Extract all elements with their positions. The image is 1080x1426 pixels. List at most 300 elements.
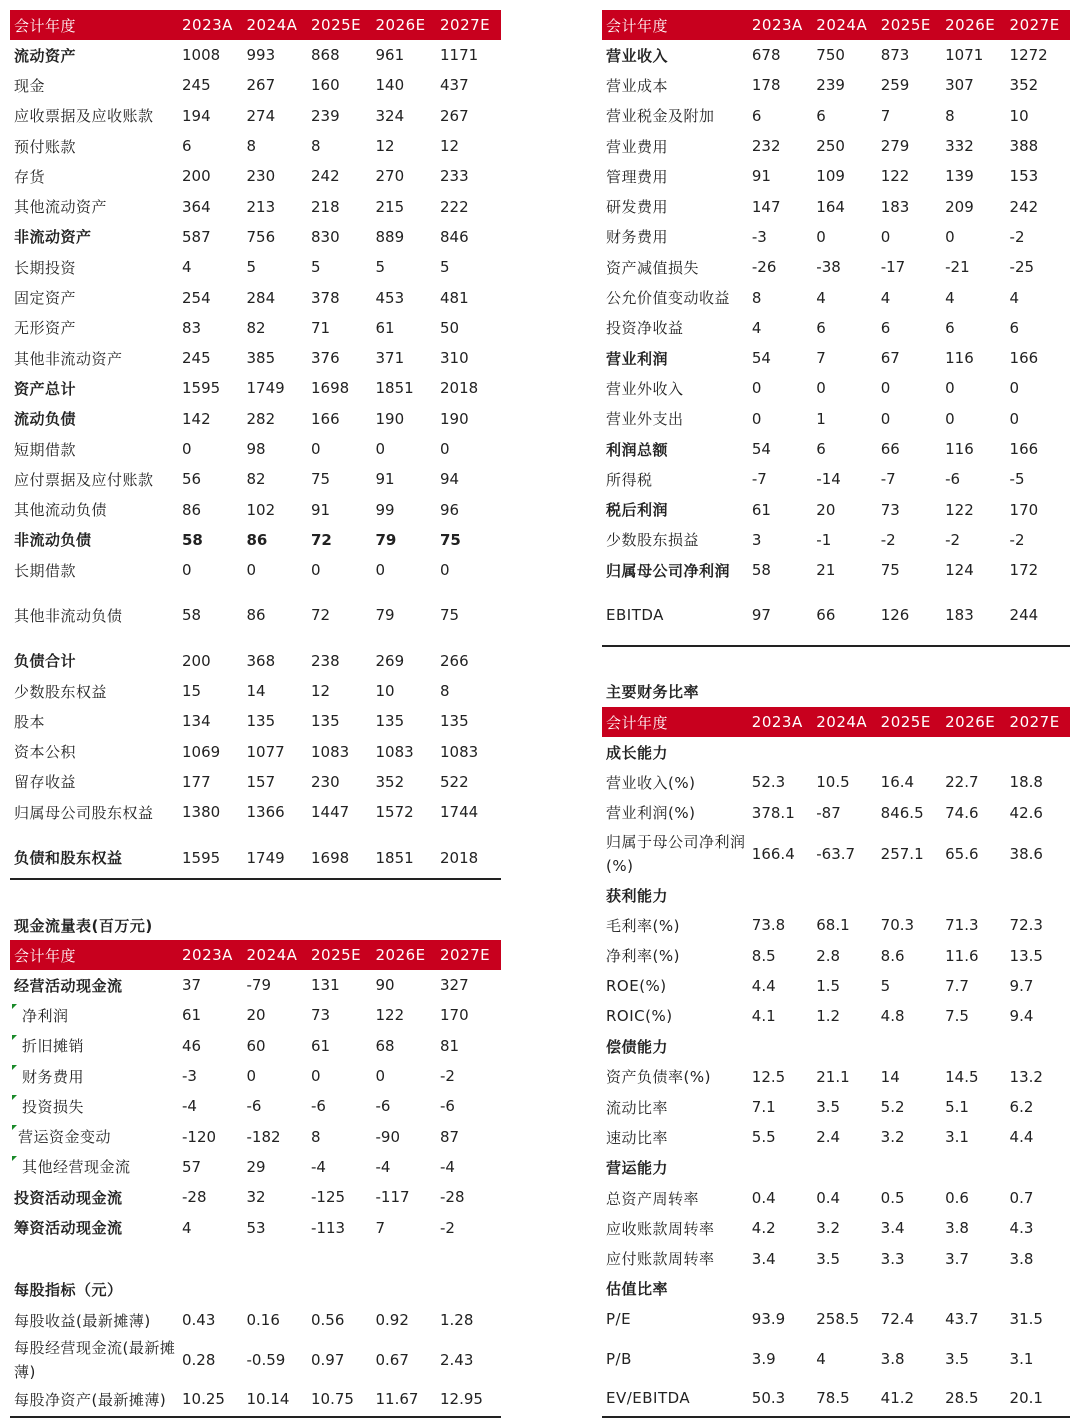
- row-value-cell: 0: [375, 561, 386, 580]
- row-value-cell: 109: [816, 167, 845, 186]
- row-value-cell: 213: [246, 197, 276, 216]
- table-row: [10, 101, 501, 131]
- spacer-cell: [10, 827, 501, 842]
- row-value-cell: 327: [440, 976, 469, 995]
- row-value-cell: -90: [375, 1127, 400, 1146]
- table-row: [602, 222, 1070, 252]
- row-value-cell: -79: [246, 976, 271, 995]
- row-value-cell: 86: [246, 606, 266, 625]
- row-value-cell: 1851: [375, 848, 414, 867]
- row-value-cell: 222: [440, 197, 469, 216]
- table-row: [602, 191, 1070, 221]
- row-value-cell: 242: [311, 167, 340, 186]
- table-row: [602, 464, 1070, 494]
- row-value-cell: 0.6: [945, 1189, 969, 1207]
- table-row: [10, 282, 501, 312]
- row-value-cell: [941, 1031, 1005, 1061]
- row-value-cell: -6: [246, 1097, 262, 1116]
- row-label: 营业费用: [606, 137, 669, 156]
- row-value-cell: -87: [816, 803, 841, 822]
- row-value-cell: 310: [440, 349, 469, 368]
- row-value-cell: -4: [311, 1157, 326, 1176]
- row-value-cell: -25: [1009, 258, 1035, 277]
- row-value-cell: 0.92: [375, 1311, 409, 1330]
- row-value-cell: 9.7: [1009, 976, 1034, 995]
- row-label: 负债合计: [14, 652, 77, 671]
- table-row: [602, 373, 1070, 403]
- row-label: 营业外支出: [606, 410, 684, 429]
- row-spacer: [10, 631, 501, 646]
- row-value-cell: 38.6: [1009, 844, 1043, 863]
- row-value-cell: 5: [246, 258, 257, 277]
- row-value-cell: 86: [246, 530, 268, 549]
- row-value-cell: 37: [182, 976, 202, 995]
- row-value-cell: 81: [440, 1036, 460, 1055]
- table-header-row: [10, 940, 501, 970]
- table-row: [602, 1243, 1070, 1273]
- row-value-cell: 79: [375, 606, 395, 625]
- row-value-cell: 58: [751, 561, 771, 580]
- table-row: [10, 434, 501, 464]
- header-year-cell: 2026E: [372, 10, 437, 40]
- row-value-cell: 71.3: [945, 916, 979, 935]
- row-value-cell: 5: [880, 976, 891, 995]
- row-value-cell: 0: [880, 379, 891, 398]
- row-value-cell: [1006, 1153, 1070, 1183]
- row-label: 资产总计: [14, 379, 77, 398]
- row-value-cell: 2018: [440, 379, 479, 398]
- row-value-cell: 194: [182, 106, 211, 125]
- row-value-cell: [877, 1153, 941, 1183]
- row-label: 归属母公司净利润: [606, 561, 731, 580]
- row-value-cell: 3.5: [816, 1249, 841, 1268]
- row-value-cell: 122: [945, 500, 974, 519]
- row-value-cell: 93.9: [751, 1310, 786, 1329]
- table-row: [10, 676, 501, 706]
- row-label: 少数股东损益: [606, 531, 700, 550]
- row-value-cell: 332: [945, 137, 974, 156]
- row-value-cell: 324: [375, 106, 405, 125]
- table-header-row: [602, 10, 1070, 40]
- row-value-cell: 61: [375, 318, 395, 337]
- header-year-cell: 2026E: [941, 707, 1005, 737]
- row-value-cell: 14: [880, 1067, 900, 1086]
- table-row: [10, 1305, 501, 1335]
- row-value-cell: 1749: [246, 848, 285, 867]
- table-row: [10, 40, 501, 70]
- header-year-cell: 2027E: [1006, 10, 1070, 40]
- row-value-cell: 239: [311, 106, 340, 125]
- row-value-cell: 209: [945, 197, 974, 216]
- row-value-cell: 58: [182, 606, 202, 625]
- table-row: [10, 600, 501, 630]
- row-value-cell: 587: [182, 227, 211, 246]
- table-row: [602, 971, 1070, 1001]
- row-label: 流动负债: [14, 410, 77, 429]
- row-label: 利润总额: [606, 440, 669, 459]
- row-value-cell: [1006, 737, 1070, 767]
- row-value-cell: [1006, 880, 1070, 910]
- row-value-cell: 0: [311, 561, 321, 580]
- row-value-cell: 46: [182, 1036, 202, 1055]
- row-value-cell: 267: [246, 76, 276, 95]
- row-value-cell: 1698: [311, 848, 350, 867]
- table-row: [10, 404, 501, 434]
- row-value-cell: 0: [311, 1067, 321, 1086]
- row-value-cell: 0: [440, 561, 450, 580]
- row-spacer: [602, 585, 1070, 600]
- table-row: [602, 1213, 1070, 1243]
- table-row: [602, 880, 1070, 910]
- row-label: 净利率(%): [606, 947, 680, 966]
- row-value-cell: 7: [375, 1218, 386, 1237]
- row-value-cell: 364: [182, 197, 211, 216]
- row-value-cell: 14.5: [945, 1067, 979, 1086]
- row-label: 应付票据及应付账款: [14, 470, 154, 489]
- row-value-cell: 116: [945, 440, 974, 458]
- ratios-panel: [602, 707, 1070, 1414]
- row-value-cell: 10: [375, 682, 395, 701]
- row-value-cell: 3.3: [880, 1249, 905, 1268]
- row-label: 研发费用: [606, 198, 669, 217]
- row-value-cell: 0: [1009, 379, 1020, 398]
- row-label: 投资净收益: [606, 319, 684, 338]
- row-value-cell: 31.5: [1009, 1310, 1043, 1329]
- table-header-row: [602, 707, 1070, 737]
- row-label: 少数股东权益: [14, 682, 108, 701]
- row-value-cell: 60: [246, 1036, 266, 1055]
- row-value-cell: 258.5: [816, 1310, 860, 1329]
- row-value-cell: 0: [246, 561, 257, 580]
- row-value-cell: 0: [375, 440, 386, 458]
- row-label: 存货: [14, 167, 46, 186]
- row-value-cell: 8: [751, 288, 762, 307]
- row-value-cell: 68.1: [816, 916, 850, 935]
- row-value-cell: 0: [751, 409, 762, 428]
- row-value-cell: 242: [1009, 197, 1039, 216]
- row-value-cell: 94: [440, 470, 460, 489]
- row-value-cell: [812, 1031, 876, 1061]
- row-value-cell: 75: [440, 606, 460, 625]
- row-value-cell: [748, 1153, 812, 1183]
- row-value-cell: -17: [880, 258, 906, 277]
- table-row: [10, 373, 501, 403]
- row-value-cell: 0: [182, 440, 192, 458]
- row-label: 偿债能力: [606, 1038, 669, 1057]
- ratios-title: 主要财务比率: [606, 683, 700, 701]
- table-row: [10, 222, 501, 252]
- row-value-cell: 1069: [182, 742, 221, 761]
- row-value-cell: -4: [440, 1157, 455, 1176]
- row-value-cell: 750: [816, 46, 845, 65]
- row-label: 营业利润: [606, 349, 669, 368]
- row-value-cell: 6: [751, 106, 762, 125]
- header-year-cell: 2023A: [178, 940, 243, 970]
- row-value-cell: 5: [311, 258, 321, 277]
- row-value-cell: 75: [311, 470, 331, 489]
- row-value-cell: 21: [816, 561, 836, 580]
- row-value-cell: 5.2: [880, 1098, 905, 1117]
- table-row: [602, 313, 1070, 343]
- row-label: 每股收益(最新摊薄): [14, 1311, 151, 1330]
- row-value-cell: -182: [246, 1127, 281, 1146]
- row-label: 营运资金变动: [10, 1121, 178, 1151]
- row-value-cell: 6: [182, 137, 192, 156]
- row-value-cell: 0: [945, 227, 955, 246]
- header-year-cell: 2026E: [372, 940, 437, 970]
- row-value-cell: 1572: [375, 803, 414, 822]
- row-value-cell: 1851: [375, 379, 414, 398]
- row-value-cell: 215: [375, 197, 405, 216]
- row-value-cell: 0: [440, 440, 450, 458]
- row-value-cell: 13.2: [1009, 1067, 1043, 1086]
- row-value-cell: [877, 1274, 941, 1304]
- income-bottom-rule: [602, 645, 1070, 647]
- row-value-cell: 65.6: [945, 844, 979, 863]
- row-value-cell: 368: [246, 651, 276, 670]
- row-value-cell: 135: [375, 712, 405, 731]
- row-label: 获利能力: [606, 886, 669, 905]
- row-value-cell: -117: [375, 1188, 410, 1207]
- row-label: 应收票据及应收账款: [14, 107, 154, 126]
- row-label: ROIC(%): [606, 1007, 673, 1026]
- row-label: P/B: [606, 1349, 632, 1368]
- row-label: 营业外收入: [606, 379, 684, 398]
- table-row: [602, 282, 1070, 312]
- table-row: [602, 555, 1070, 585]
- row-label: 其他非流动资产: [14, 349, 123, 368]
- row-value-cell: 1077: [246, 742, 285, 761]
- row-value-cell: 3.4: [880, 1219, 905, 1238]
- row-value-cell: 678: [751, 46, 781, 65]
- row-value-cell: 8: [311, 137, 321, 156]
- row-value-cell: 98: [246, 440, 266, 458]
- row-label: 资产负债率(%): [606, 1068, 711, 1087]
- row-value-cell: 67: [880, 349, 900, 368]
- row-value-cell: 0.5: [880, 1189, 905, 1207]
- row-label: 归属母公司股东权益: [14, 803, 154, 822]
- row-value-cell: 8.5: [751, 946, 776, 965]
- row-value-cell: -26: [751, 258, 777, 277]
- row-value-cell: 86: [182, 500, 202, 519]
- row-value-cell: 41.2: [880, 1389, 915, 1408]
- row-value-cell: 4: [880, 288, 891, 307]
- header-year-cell: 2025E: [877, 707, 941, 737]
- row-value-cell: 50.3: [751, 1389, 786, 1408]
- header-label-cell: 会计年度: [10, 10, 178, 40]
- row-value-cell: 72: [311, 530, 332, 549]
- ratios-table: [602, 707, 1070, 1414]
- row-value-cell: 0: [816, 227, 826, 246]
- row-value-cell: -3: [182, 1067, 197, 1086]
- row-value-cell: 4: [751, 318, 762, 337]
- row-value-cell: 74.6: [945, 803, 979, 822]
- row-value-cell: [941, 737, 1005, 767]
- header-year-cell: 2024A: [812, 10, 876, 40]
- spacer-cell: [602, 585, 1070, 600]
- row-value-cell: 90: [375, 976, 395, 995]
- row-value-cell: 284: [246, 288, 276, 307]
- table-row: [602, 525, 1070, 555]
- row-value-cell: 8: [246, 137, 257, 156]
- right-bottom-rule: [602, 1416, 1070, 1418]
- header-year-cell: 2024A: [812, 707, 876, 737]
- table-row: [602, 1001, 1070, 1031]
- row-value-cell: 166.4: [751, 844, 795, 863]
- table-row: [602, 828, 1070, 880]
- row-value-cell: 233: [440, 167, 469, 186]
- row-value-cell: 10: [1009, 106, 1029, 125]
- row-label: 流动资产: [14, 46, 77, 65]
- table-row: [10, 1000, 501, 1030]
- header-year-cell: 2025E: [307, 10, 372, 40]
- row-label: 所得税: [606, 470, 653, 489]
- row-value-cell: 131: [311, 976, 340, 995]
- row-label: 成长能力: [606, 743, 669, 762]
- row-value-cell: 0: [751, 379, 762, 398]
- row-value-cell: 135: [440, 712, 469, 731]
- row-value-cell: 846.5: [880, 803, 924, 822]
- table-row: [10, 646, 501, 676]
- row-value-cell: 218: [311, 197, 340, 216]
- row-value-cell: 3.8: [1009, 1249, 1034, 1268]
- row-value-cell: 6: [945, 318, 955, 337]
- row-value-cell: 868: [311, 46, 340, 65]
- row-value-cell: 135: [311, 712, 340, 731]
- row-value-cell: [748, 880, 812, 910]
- row-value-cell: 352: [1009, 76, 1039, 95]
- row-value-cell: 267: [440, 106, 469, 125]
- row-value-cell: -28: [440, 1188, 465, 1207]
- row-value-cell: 830: [311, 227, 340, 246]
- row-value-cell: 437: [440, 76, 469, 95]
- row-value-cell: 147: [751, 197, 781, 216]
- table-row: [602, 910, 1070, 940]
- row-value-cell: 178: [751, 76, 781, 95]
- row-value-cell: 270: [375, 167, 405, 186]
- row-value-cell: 259: [880, 76, 910, 95]
- row-value-cell: -5: [1009, 470, 1025, 489]
- header-year-cell: 2026E: [941, 10, 1005, 40]
- row-value-cell: -7: [880, 470, 896, 489]
- row-value-cell: 8: [945, 106, 955, 125]
- row-value-cell: 91: [751, 167, 771, 186]
- row-value-cell: 2.4: [816, 1128, 841, 1147]
- header-year-cell: 2023A: [748, 707, 812, 737]
- header-year-cell: 2027E: [1006, 707, 1070, 737]
- row-value-cell: 3.1: [945, 1128, 969, 1147]
- row-value-cell: 371: [375, 349, 405, 368]
- row-value-cell: 4: [182, 1218, 192, 1237]
- row-value-cell: 1071: [945, 46, 984, 65]
- row-label: 固定资产: [14, 289, 77, 308]
- left-bottom-rule: [10, 1416, 501, 1418]
- row-label: 估值比率: [606, 1280, 669, 1299]
- header-year-cell: 2027E: [436, 940, 501, 970]
- row-value-cell: [941, 1274, 1005, 1304]
- table-row: [10, 555, 501, 585]
- row-value-cell: 126: [880, 606, 910, 625]
- table-row: [602, 1062, 1070, 1092]
- row-value-cell: [812, 1274, 876, 1304]
- row-value-cell: -28: [182, 1188, 207, 1207]
- row-value-cell: 91: [311, 500, 331, 519]
- row-label: 每股经营现金流(最新摊薄): [14, 1338, 176, 1381]
- table-row: [602, 1122, 1070, 1152]
- table-row: [10, 343, 501, 373]
- row-label: 投资活动现金流: [14, 1188, 123, 1207]
- row-label: 其他流动负债: [14, 501, 108, 520]
- row-label: 非流动资产: [14, 228, 92, 247]
- row-value-cell: 378: [311, 288, 340, 307]
- table-row: [602, 131, 1070, 161]
- row-value-cell: 244: [1009, 606, 1039, 625]
- table-row: [602, 600, 1070, 630]
- row-value-cell: 83: [182, 318, 202, 337]
- row-value-cell: 1.5: [816, 976, 841, 995]
- cashflow-title: 现金流量表(百万元): [14, 917, 153, 935]
- row-value-cell: 75: [880, 561, 900, 580]
- table-row: [10, 1212, 501, 1242]
- row-value-cell: 7.1: [751, 1098, 776, 1117]
- row-value-cell: 3.7: [945, 1249, 969, 1268]
- table-row: [10, 1152, 501, 1182]
- row-value-cell: 28.5: [945, 1389, 979, 1408]
- row-value-cell: 3.5: [816, 1098, 841, 1117]
- table-row: [10, 525, 501, 555]
- row-value-cell: 6.2: [1009, 1098, 1034, 1117]
- row-value-cell: 135: [246, 712, 276, 731]
- row-value-cell: 12.95: [440, 1390, 483, 1409]
- row-label: 现金: [14, 76, 46, 95]
- row-value-cell: [812, 737, 876, 767]
- row-value-cell: 96: [440, 500, 460, 519]
- table-row: [10, 767, 501, 797]
- table-row: [10, 1384, 501, 1414]
- row-value-cell: 12.5: [751, 1067, 786, 1086]
- table-row: [10, 70, 501, 100]
- row-value-cell: 3.8: [945, 1219, 969, 1238]
- row-value-cell: 1380: [182, 803, 221, 822]
- row-value-cell: 266: [440, 651, 469, 670]
- row-value-cell: 11.6: [945, 946, 979, 965]
- row-value-cell: 254: [182, 288, 211, 307]
- row-value-cell: 153: [1009, 167, 1039, 186]
- pershare-panel: [10, 1305, 501, 1415]
- row-value-cell: 1698: [311, 379, 350, 398]
- row-value-cell: 1595: [182, 379, 221, 398]
- row-value-cell: 5.5: [751, 1128, 776, 1147]
- row-value-cell: 6: [880, 318, 891, 337]
- row-value-cell: 5: [375, 258, 386, 277]
- row-value-cell: 0.28: [182, 1350, 216, 1369]
- table-row: [602, 1092, 1070, 1122]
- row-label: 营业收入: [606, 46, 669, 65]
- table-row: [602, 343, 1070, 373]
- row-label: 归属于母公司净利润(%): [606, 832, 746, 875]
- row-value-cell: -63.7: [816, 844, 856, 863]
- table-header-row: [10, 10, 501, 40]
- row-value-cell: 170: [1009, 500, 1039, 519]
- table-row: [10, 191, 501, 221]
- row-value-cell: 0.97: [311, 1350, 345, 1369]
- row-value-cell: 378.1: [751, 803, 795, 822]
- balance-sheet-panel: [10, 10, 501, 873]
- row-label: 长期投资: [14, 258, 77, 277]
- row-value-cell: 166: [1009, 440, 1039, 458]
- row-value-cell: 200: [182, 167, 211, 186]
- row-value-cell: 1366: [246, 803, 285, 822]
